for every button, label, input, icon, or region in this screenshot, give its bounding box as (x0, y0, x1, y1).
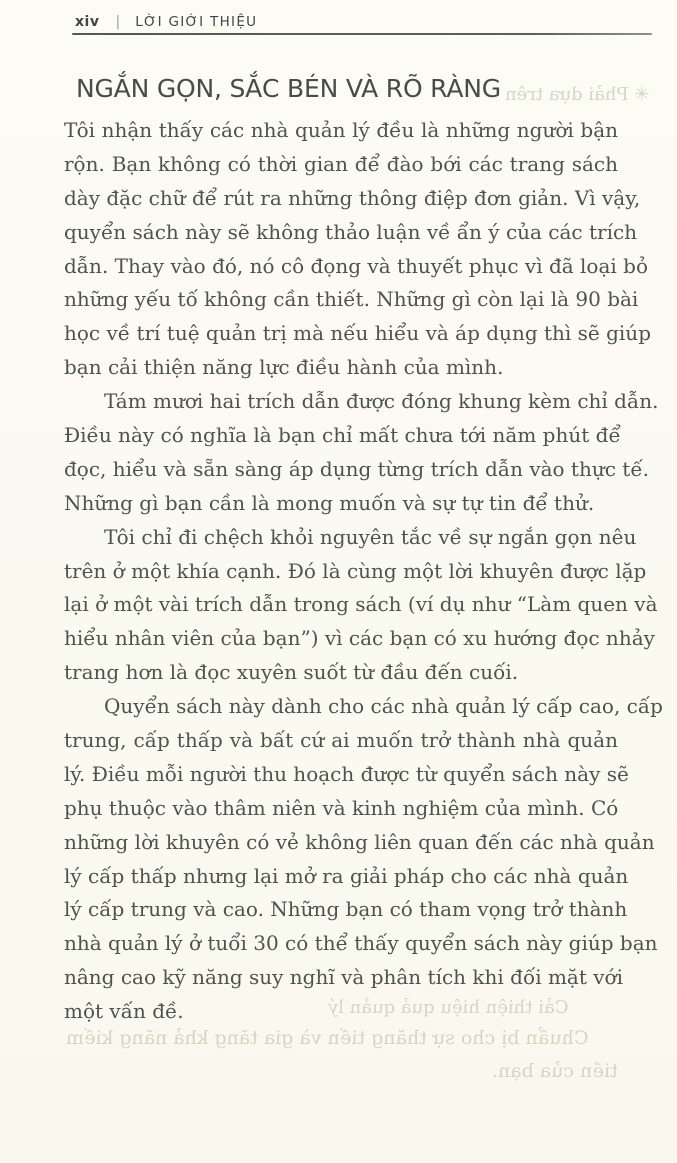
paragraph-3-line: hiểu nhân viên của bạn”) vì các bạn có xu hướng đọc nhảy (64, 626, 655, 651)
running-header-title: LỜI GIỚI THIỆU (135, 14, 258, 30)
ghost-showthrough-text: Cải thiện hiệu quả quản lý (328, 997, 569, 1018)
paragraph-2-line: Tám mươi hai trích dẫn được đóng khung kèm chỉ dẫn. (104, 389, 659, 414)
paragraph-2-line: Những gì bạn cần là mong muốn và sự tự tin để thử. (64, 490, 595, 515)
running-header (75, 14, 257, 30)
paragraph-3-line: lại ở một vài trích dẫn trong sách (ví dụ như “Làm quen và (64, 592, 658, 617)
paragraph-4-line: trung, cấp thấp và bất cứ ai muốn trở thành nhà quản (64, 728, 618, 753)
paragraph-1-line: rộn. Bạn không có thời gian để đào bới các trang sách (64, 151, 618, 176)
paragraph-4-line: lý cấp thấp nhưng lại mở ra giải pháp cho các nhà quản (64, 863, 629, 888)
paragraph-4-line: nâng cao kỹ năng suy nghĩ và phân tích khi đối mặt với (64, 965, 623, 990)
paragraph-4-line: lý. Điều mỗi người thu hoạch được từ quyển sách này sẽ (64, 761, 629, 786)
paragraph-1-line: dày đặc chữ để rút ra những thông điệp đơn giản. Vì vậy, (64, 185, 641, 210)
paragraph-4-line: một vấn đề. (64, 999, 184, 1024)
paragraph-2-line: Điều này có nghĩa là bạn chỉ mất chưa tới năm phút để (64, 423, 621, 448)
page-number: xiv (75, 14, 100, 30)
body-text (64, 114, 663, 1029)
paragraph-2-line: đọc, hiểu và sẵn sàng áp dụng từng trích dẫn vào thực tế. (64, 456, 649, 481)
paragraph-1-line: học về trí tuệ quản trị mà nếu hiểu và áp dụng thì sẽ giúp (64, 321, 651, 346)
ghost-showthrough-text: tiền của bạn. (492, 1060, 618, 1082)
paragraph-1-line: Tôi nhận thấy các nhà quản lý đều là những người bận (64, 118, 618, 142)
paragraph-4-line: Quyển sách này dành cho các nhà quản lý cấp cao, cấp (104, 694, 663, 719)
paragraph-3-line: Tôi chỉ đi chệch khỏi nguyên tắc về sự ngắn gọn nêu (104, 524, 637, 549)
header-separator: | (115, 14, 121, 30)
paragraph-4-line: phụ thuộc vào thâm niên và kinh nghiệm của mình. Có (64, 795, 619, 820)
paragraph-3-line: trang hơn là đọc xuyên suốt từ đầu đến cuối. (64, 660, 519, 685)
section-heading: NGẮN GỌN, SẮC BÉN VÀ RÕ RÀNG (76, 74, 501, 103)
paragraph-1-line: những yếu tố không cần thiết. Những gì còn lại là 90 bài (64, 287, 639, 312)
paragraph-1-line: bạn cải thiện năng lực điều hành của mình. (64, 355, 504, 380)
paragraph-1-line: quyển sách này sẽ không thảo luận về ẩn ý của các trích (64, 219, 638, 244)
paragraph-3-line: trên ở một khía cạnh. Đó là cùng một lời khuyên được lặp (64, 558, 647, 583)
header-rule (72, 33, 652, 35)
ghost-showthrough-text: ✳ Phải dựa trên (505, 84, 650, 105)
paragraph-4-line: lý cấp trung và cao. Những bạn có tham vọng trở thành (64, 897, 628, 922)
paragraph-4-line: nhà quản lý ở tuổi 30 có thể thấy quyển sách này giúp bạn (64, 931, 658, 956)
paragraph-4-line: những lời khuyên có vẻ không liên quan đến các nhà quản (64, 829, 655, 854)
ghost-showthrough-text: Chuẩn bị cho sự thăng tiến và gia tăng khả năng kiếm (66, 1027, 589, 1049)
paragraph-1-line: dẫn. Thay vào đó, nó cô đọng và thuyết phục vì đã loại bỏ (64, 253, 648, 278)
